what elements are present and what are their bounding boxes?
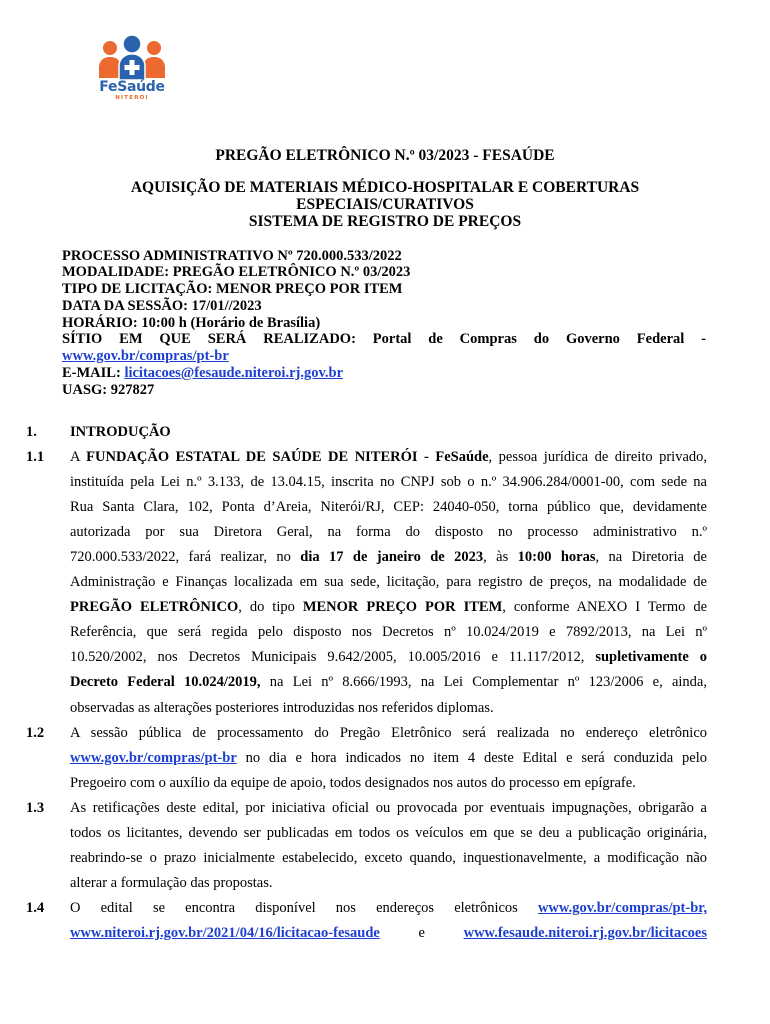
item-paragraph [70, 445, 707, 721]
text-line [70, 696, 707, 721]
text-run: As retificações deste edital, por iniciativa oficial ou provocada por eventuais impugnações, obrigarão a [70, 799, 707, 816]
text-line [70, 470, 707, 495]
text-run: e [379, 925, 464, 942]
text-line [70, 545, 707, 570]
text-run: 10.520/2002, nos Decretos Municipais 9.642/2005, 10.005/2016 e 11.117/2012, [70, 649, 596, 666]
info-sitio-link-row [62, 348, 706, 365]
text-line [70, 595, 707, 620]
web-link[interactable]: www.gov.br/compras/pt-br, [537, 900, 707, 917]
text-run: , às [483, 548, 518, 565]
info-processo: PROCESSO ADMINISTRATIVO Nº 720.000.533/2022 [62, 247, 402, 264]
text-run: A [70, 448, 87, 465]
text-line [70, 645, 707, 670]
text-line [70, 796, 707, 821]
text-run: reabrindo-se o prazo inicialmente estabelecido, exceto quando, inquestionavelmente, a modificação não [70, 850, 707, 867]
text-line [70, 445, 707, 470]
bold-text: supletivamente o [595, 649, 708, 666]
text-line [70, 771, 707, 796]
text-line [70, 871, 707, 896]
web-link[interactable]: www.fesaude.niteroi.rj.gov.br/licitacoes [463, 925, 707, 942]
document-title-block [0, 147, 770, 230]
text-run: no dia e hora indicados no item 4 deste Edital e será conduzida pelo [236, 749, 707, 766]
item-number: 1.4 [26, 900, 45, 917]
text-line [70, 921, 707, 946]
logo-wordmark: FeSaúde [99, 79, 165, 95]
info-tipo: TIPO DE LICITAÇÃO: MENOR PREÇO POR ITEM [62, 281, 403, 298]
text-line [70, 846, 707, 871]
subtitle-line: ESPECIAIS/CURATIVOS [296, 195, 474, 213]
text-run: , conforme ANEXO I Termo de [502, 599, 708, 616]
text-run: Referência, que será regida pelo disposto nos Decretos nº 10.024/2019 e 7892/2013, na Lei nº [70, 624, 707, 641]
sitio-link[interactable]: www.gov.br/compras/pt-br [62, 348, 229, 365]
item-number: 1.3 [26, 799, 45, 816]
section-introducao [0, 420, 770, 947]
item-paragraph [70, 896, 707, 946]
text-run: instituída pela Lei n.º 3.133, de 13.04.15, inscrita no CNPJ sob o n.º 34.906.284/0001-00, com sede na [70, 473, 707, 490]
text-line [70, 570, 707, 595]
text-run: , na Diretoria de [595, 548, 707, 565]
document-subtitle [0, 179, 770, 230]
people-cross-icon [98, 34, 166, 80]
text-run: Rua Santa Clara, 102, Ponta d’Areia, Niterói/RJ, CEP: 24040-050, torna público que, devidamente [70, 498, 707, 515]
section-number: 1. [26, 423, 37, 440]
bold-text: FUNDAÇÃO ESTATAL DE SAÚDE DE NITERÓI - FeSaúde [86, 448, 489, 465]
bold-text: dia 17 de janeiro de 2023 [300, 548, 484, 565]
text-line [70, 495, 707, 520]
text-run: Administração e Finanças localizada em sua sede, licitação, para registro de preços, na modalidade de [70, 574, 707, 591]
bold-text: 10:00 horas [517, 548, 596, 565]
item-number: 1.1 [26, 448, 45, 465]
text-line [70, 670, 707, 695]
text-line [70, 721, 707, 746]
procurement-info [62, 248, 706, 399]
info-data-sessao: DATA DA SESSÃO: 17/01//2023 [62, 297, 262, 314]
email-label: E-MAIL: [62, 364, 121, 381]
text-run: A sessão pública de processamento do Pregão Eletrônico será realizada no endereço eletrônico [70, 724, 707, 741]
text-run: Pregoeiro com o auxílio da equipe de apoio, todos designados nos autos do processo em epígrafe. [70, 774, 636, 791]
web-link[interactable]: www.niteroi.rj.gov.br/2021/04/16/licitacao-fesaude [70, 925, 380, 942]
item-paragraph [70, 721, 707, 796]
info-uasg: UASG: 927827 [62, 381, 155, 398]
info-horario: HORÁRIO: 10:00 h (Horário de Brasília) [62, 314, 321, 331]
logo-city: NITERÓI [115, 95, 149, 101]
email-link[interactable]: licitacoes@fesaude.niteroi.rj.gov.br [124, 364, 344, 381]
text-run: 720.000.533/2022, fará realizar, no [70, 548, 301, 565]
item-paragraph [70, 796, 707, 896]
info-sitio: SÍTIO EM QUE SERÁ REALIZADO: Portal de Compras do Governo Federal - [62, 331, 706, 348]
text-run: todos os licitantes, devendo ser publicadas em todos os veículos em que se deu a publicação originária, [70, 825, 707, 841]
bold-text: PREGÃO ELETRÔNICO [70, 599, 239, 616]
text-line [70, 821, 707, 846]
fesaude-logo [98, 34, 166, 104]
document-title: PREGÃO ELETRÔNICO N.º 03/2023 - FESAÚDE [215, 146, 555, 164]
text-run: autorizada por sua Diretora Geral, na forma do disposto no processo administrativo n.º [70, 523, 707, 540]
item-1-2 [0, 721, 770, 796]
text-line [70, 746, 707, 771]
item-1-3 [0, 796, 770, 896]
text-line [70, 520, 707, 545]
text-run: O edital se encontra disponível nos endereços eletrônicos [70, 900, 538, 917]
bold-text: Decreto Federal 10.024/2019, [70, 674, 261, 691]
item-1-1 [0, 445, 770, 721]
item-number: 1.2 [26, 724, 45, 741]
section-items [0, 445, 770, 947]
text-run: observadas as alterações posteriores introduzidas nos referidos diplomas. [70, 699, 494, 716]
section-heading [0, 420, 770, 445]
text-run: alterar a formulação das propostas. [70, 875, 273, 892]
section-title: INTRODUÇÃO [70, 423, 171, 440]
web-link[interactable]: www.gov.br/compras/pt-br [70, 749, 237, 766]
text-run: na Lei nº 8.666/1993, na Lei Complementar nº 123/2006 e, ainda, [260, 674, 707, 691]
text-run: , pessoa jurídica de direito privado, [488, 448, 708, 465]
bold-text: MENOR PREÇO POR ITEM [302, 599, 503, 616]
subtitle-line: SISTEMA DE REGISTRO DE PREÇOS [248, 212, 522, 230]
text-line [70, 896, 707, 921]
info-modalidade: MODALIDADE: PREGÃO ELETRÔNICO N.º 03/2023 [62, 264, 411, 281]
item-1-4 [0, 896, 770, 946]
subtitle-line: AQUISIÇÃO DE MATERIAIS MÉDICO-HOSPITALAR E COBERTURAS [130, 178, 640, 196]
text-line [70, 620, 707, 645]
text-run: , do tipo [238, 599, 303, 616]
info-email [62, 365, 706, 382]
